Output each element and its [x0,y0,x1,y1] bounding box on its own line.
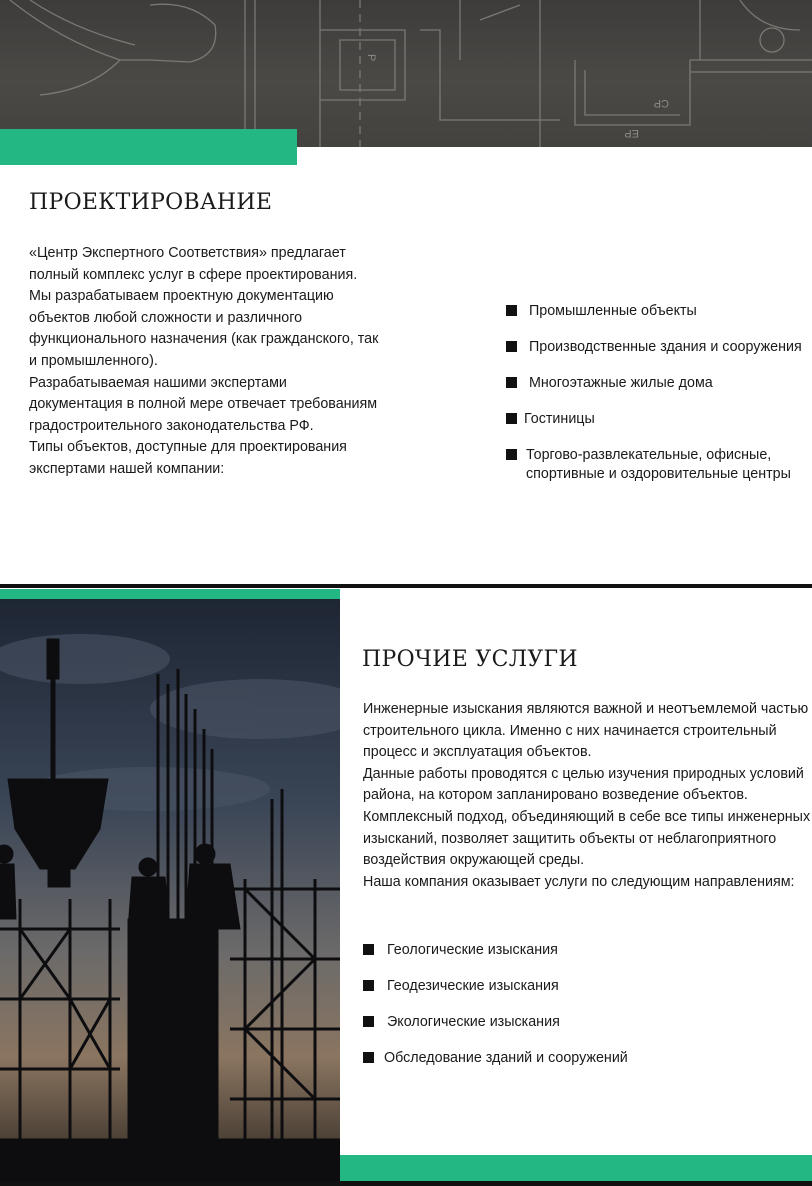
svg-text:EP: EP [624,127,639,139]
square-bullet-icon [363,1052,374,1063]
list-item [363,941,812,960]
design-paragraph: Типы объектов, доступные для проектирования экспертами нашей компании: [29,439,347,477]
bottom-border [0,1181,812,1186]
list-item [505,446,805,484]
svg-text:P: P [365,54,377,62]
construction-site-photo [0,599,340,1186]
accent-bar-top [0,129,297,165]
accent-bar-bottom [340,1155,812,1181]
square-bullet-icon [506,377,517,388]
square-bullet-icon [506,305,517,316]
list-item-label: Геодезические изыскания [387,978,559,994]
list-item-label: Промышленные объекты [529,303,697,319]
design-paragraph: «Центр Экспертного Соответствия» предлагает полный комплекс услуг в сфере проектирования. Мы разрабатываем проектную документацию объектов любой сложности и различного функционального назначения (как гражданского, так и промышленного). [29,245,379,369]
list-item-label: Многоэтажные жилые дома [529,375,713,391]
design-object-types-list [505,302,812,501]
square-bullet-icon [363,944,374,955]
list-item [505,374,812,393]
square-bullet-icon [506,413,517,424]
other-paragraph: Данные работы проводятся с целью изучения природных условий района, на котором запланировано возведение объектов. [363,765,804,804]
other-paragraph: Комплексный подход, объединяющий в себе все типы инженерных изысканий, позволяет защитить объекты от неблагоприятного воздействия окружающей среды. [363,808,811,869]
design-section-title: ПРОЕКТИРОВАНИЕ [29,190,273,215]
list-item-label: Экологические изыскания [387,1014,560,1030]
square-bullet-icon [363,1016,374,1027]
list-item [505,410,812,429]
list-item-label: Гостиницы [524,411,595,427]
blueprint-banner-image [0,0,812,147]
svg-text:CP: CP [653,97,669,109]
other-services-description [363,699,812,893]
list-item-label: Обследование зданий и сооружений [384,1050,628,1066]
accent-bar-middle [0,589,340,599]
list-item [505,338,812,357]
design-description [29,243,379,481]
list-item [505,302,812,321]
list-item-label: Геологические изыскания [387,942,558,958]
section-divider [0,584,812,588]
survey-services-list [363,941,812,1085]
list-item-label: Производственные здания и сооружения [529,339,802,355]
design-paragraph: Разрабатываемая нашими экспертами документация в полной мере отвечает требованиям градостроительного законодательства РФ. [29,374,378,434]
list-item-label: Торгово-развлекательные, офисные, спортивные и оздоровительные центры [526,447,791,482]
list-item [363,1013,812,1032]
square-bullet-icon [363,980,374,991]
other-paragraph: Наша компания оказывает услуги по следующим направлениям: [363,873,795,890]
list-item [363,977,812,996]
square-bullet-icon [506,449,517,460]
square-bullet-icon [506,341,517,352]
list-item [363,1049,812,1068]
other-paragraph: Инженерные изыскания являются важной и неотъемлемой частью строительного цикла. Именно с них начинается строительный процесс и эксплуатация объектов. [363,701,809,761]
other-services-title: ПРОЧИЕ УСЛУГИ [362,647,578,672]
